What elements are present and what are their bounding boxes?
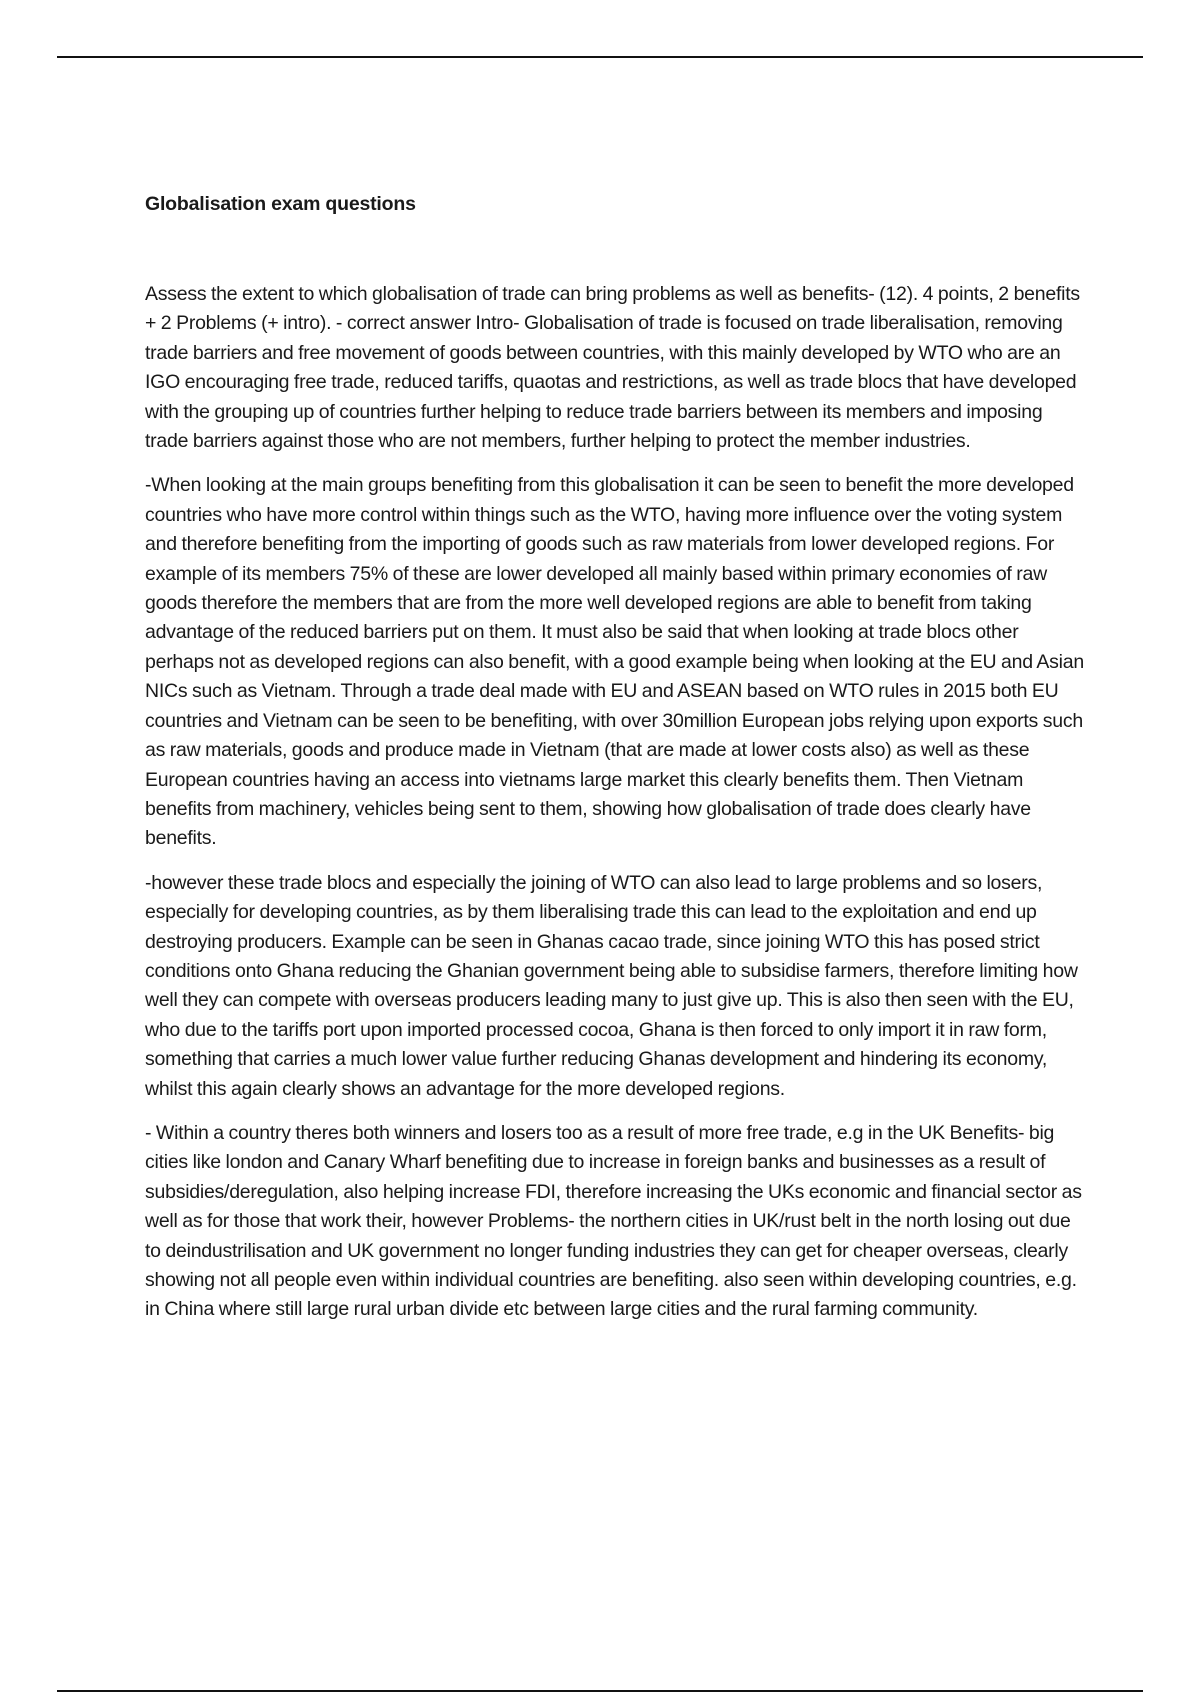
paragraph-problems: -however these trade blocs and especially the joining of WTO can also lead to large problems and so losers, especially for developing countries, as by them liberalising trade this can lead to the exploitation and end up destroying producers. Example can be seen in Ghanas cacao trade, since joining WTO this has posed strict conditions onto Ghana reducing the Ghanian government being able to subsidise farmers, therefore limiting how well they can compete with overseas producers leading many to just give up. This is also then seen with the EU, who due to the tariffs port upon imported processed cocoa, Ghana is then forced to only import it in raw form, something that carries a much lower value further reducing Ghanas development and hindering its economy, whilst this again clearly shows an advantage for the more developed regions.	[145, 871, 1078, 1100]
paragraph-intro: Assess the extent to which globalisation of trade can bring problems as well as benefits- (12). 4 points, 2 benefits + 2 Problems (+ intro). - correct answer Intro- Globalisation of trade is focused on trade liberalisation, removing trade barriers and free movement of goods between countries, with this mainly developed by WTO who are an IGO encouraging free trade, reduced tariffs, quaotas and restrictions, as well as trade blocs that have developed with the grouping up of countries further helping to reduce trade barriers between its members and imposing trade barriers against those who are not members, further helping to protect the member industries.	[145, 283, 1080, 453]
bottom-divider	[57, 1690, 1143, 1692]
document-title: Globalisation exam questions	[145, 193, 416, 215]
document-body	[145, 190, 1090, 1340]
paragraph-within-country: - Within a country theres both winners and losers too as a result of more free trade, e.g in the UK Benefits- big cities like london and Canary Wharf benefiting due to increase in foreign banks and businesses as a result of subsidies/deregulation, also helping increase FDI, therefore increasing the UKs economic and financial sector as well as for those that work their, however Problems- the northern cities in UK/rust belt in the north losing out due to deindustrilisation and UK government no longer funding industries they can get for cheaper overseas, clearly showing not all people even within individual countries are benefiting. also seen within developing countries, e.g. in China where still large rural urban divide etc between large cities and the rural farming community.	[145, 1121, 1082, 1321]
top-divider	[57, 56, 1143, 58]
paragraph-benefits: -When looking at the main groups benefiting from this globalisation it can be seen to benefit the more developed countries who have more control within things such as the WTO, having more influence over the voting system and therefore benefiting from the importing of goods such as raw materials from lower developed regions. For example of its members 75% of these are lower developed all mainly based within primary economies of raw goods therefore the members that are from the more well developed regions are able to benefit from taking advantage of the reduced barriers put on them. It must also be said that when looking at trade blocs other perhaps not as developed regions can also benefit, with a good example being when looking at the EU and Asian NICs such as Vietnam. Through a trade deal made with EU and ASEAN based on WTO rules in 2015 both EU countries and Vietnam can be seen to be benefiting, with over 30million European jobs relying upon exports such as raw materials, goods and produce made in Vietnam (that are made at lower costs also) as well as these European countries having an access into vietnams large market this clearly benefits them. Then Vietnam benefits from machinery, vehicles being sent to them, showing how globalisation of trade does clearly have benefits.	[145, 474, 1084, 850]
